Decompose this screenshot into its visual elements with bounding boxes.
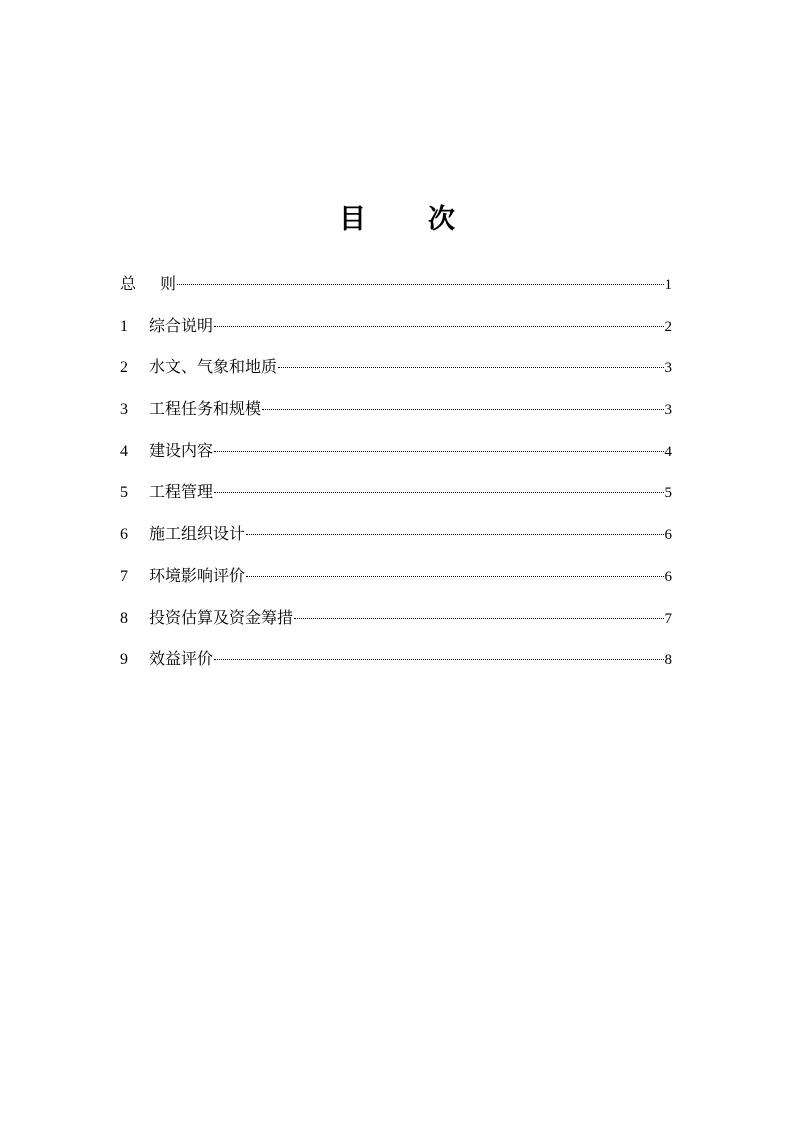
dot-leader bbox=[278, 367, 663, 368]
toc-entry-page: 6 bbox=[664, 568, 672, 585]
toc-entry-number: 1 bbox=[120, 317, 128, 335]
toc-entry-7[interactable] bbox=[120, 562, 672, 604]
title-char-1: 目 bbox=[339, 204, 366, 236]
toc-entry-page: 6 bbox=[664, 527, 672, 544]
toc-entry-page: 1 bbox=[664, 277, 672, 293]
toc-entry-label-part-2: 则 bbox=[160, 274, 177, 293]
toc-entry-page: 8 bbox=[664, 652, 672, 669]
dot-leader bbox=[214, 326, 663, 327]
toc-entry-number: 6 bbox=[120, 526, 128, 544]
toc-entry-label: 环境影响评价 bbox=[149, 565, 246, 585]
toc-entry-label: 建设内容 bbox=[149, 440, 214, 460]
toc-entry-label bbox=[120, 270, 176, 298]
toc-entry-number: 7 bbox=[120, 567, 128, 585]
dot-leader bbox=[177, 284, 663, 285]
toc-entry-3[interactable] bbox=[120, 395, 672, 437]
toc-entry-page: 2 bbox=[664, 318, 672, 335]
toc-entry-number: 3 bbox=[120, 401, 128, 419]
toc-entry-number: 2 bbox=[120, 359, 128, 377]
toc-entry-label: 效益评价 bbox=[149, 649, 214, 669]
table-of-contents bbox=[120, 270, 672, 687]
dot-leader bbox=[214, 492, 663, 493]
dot-leader bbox=[294, 618, 663, 619]
dot-leader bbox=[246, 534, 663, 535]
dot-leader bbox=[214, 451, 663, 452]
toc-entry-page: 7 bbox=[664, 610, 672, 627]
dot-leader bbox=[246, 576, 663, 577]
toc-entry-6[interactable] bbox=[120, 520, 672, 562]
toc-entry-5[interactable] bbox=[120, 478, 672, 520]
dot-leader bbox=[214, 659, 663, 660]
toc-entry-general[interactable] bbox=[120, 270, 672, 312]
toc-entry-label: 施工组织设计 bbox=[149, 524, 246, 544]
title-char-2: 次 bbox=[428, 204, 455, 236]
dot-leader bbox=[262, 409, 663, 410]
toc-entry-number: 9 bbox=[120, 651, 128, 669]
toc-entry-9[interactable] bbox=[120, 645, 672, 687]
toc-entry-label: 综合说明 bbox=[149, 315, 214, 335]
toc-entry-label: 工程管理 bbox=[149, 482, 214, 502]
toc-entry-label-part-1: 总 bbox=[120, 274, 137, 293]
toc-entry-4[interactable] bbox=[120, 437, 672, 479]
toc-entry-label: 投资估算及资金筹措 bbox=[149, 607, 294, 627]
toc-entry-number: 5 bbox=[120, 484, 128, 502]
toc-entry-2[interactable] bbox=[120, 353, 672, 395]
toc-entry-page: 5 bbox=[664, 485, 672, 502]
toc-entry-page: 4 bbox=[664, 443, 672, 460]
page-title bbox=[0, 200, 794, 240]
toc-entry-number: 4 bbox=[120, 442, 128, 460]
toc-entry-label: 工程任务和规模 bbox=[149, 399, 262, 419]
toc-entry-page: 3 bbox=[664, 360, 672, 377]
toc-entry-page: 3 bbox=[664, 402, 672, 419]
toc-entry-number: 8 bbox=[120, 609, 128, 627]
toc-entry-label: 水文、气象和地质 bbox=[149, 357, 278, 377]
toc-entry-8[interactable] bbox=[120, 604, 672, 646]
toc-entry-1[interactable] bbox=[120, 312, 672, 354]
